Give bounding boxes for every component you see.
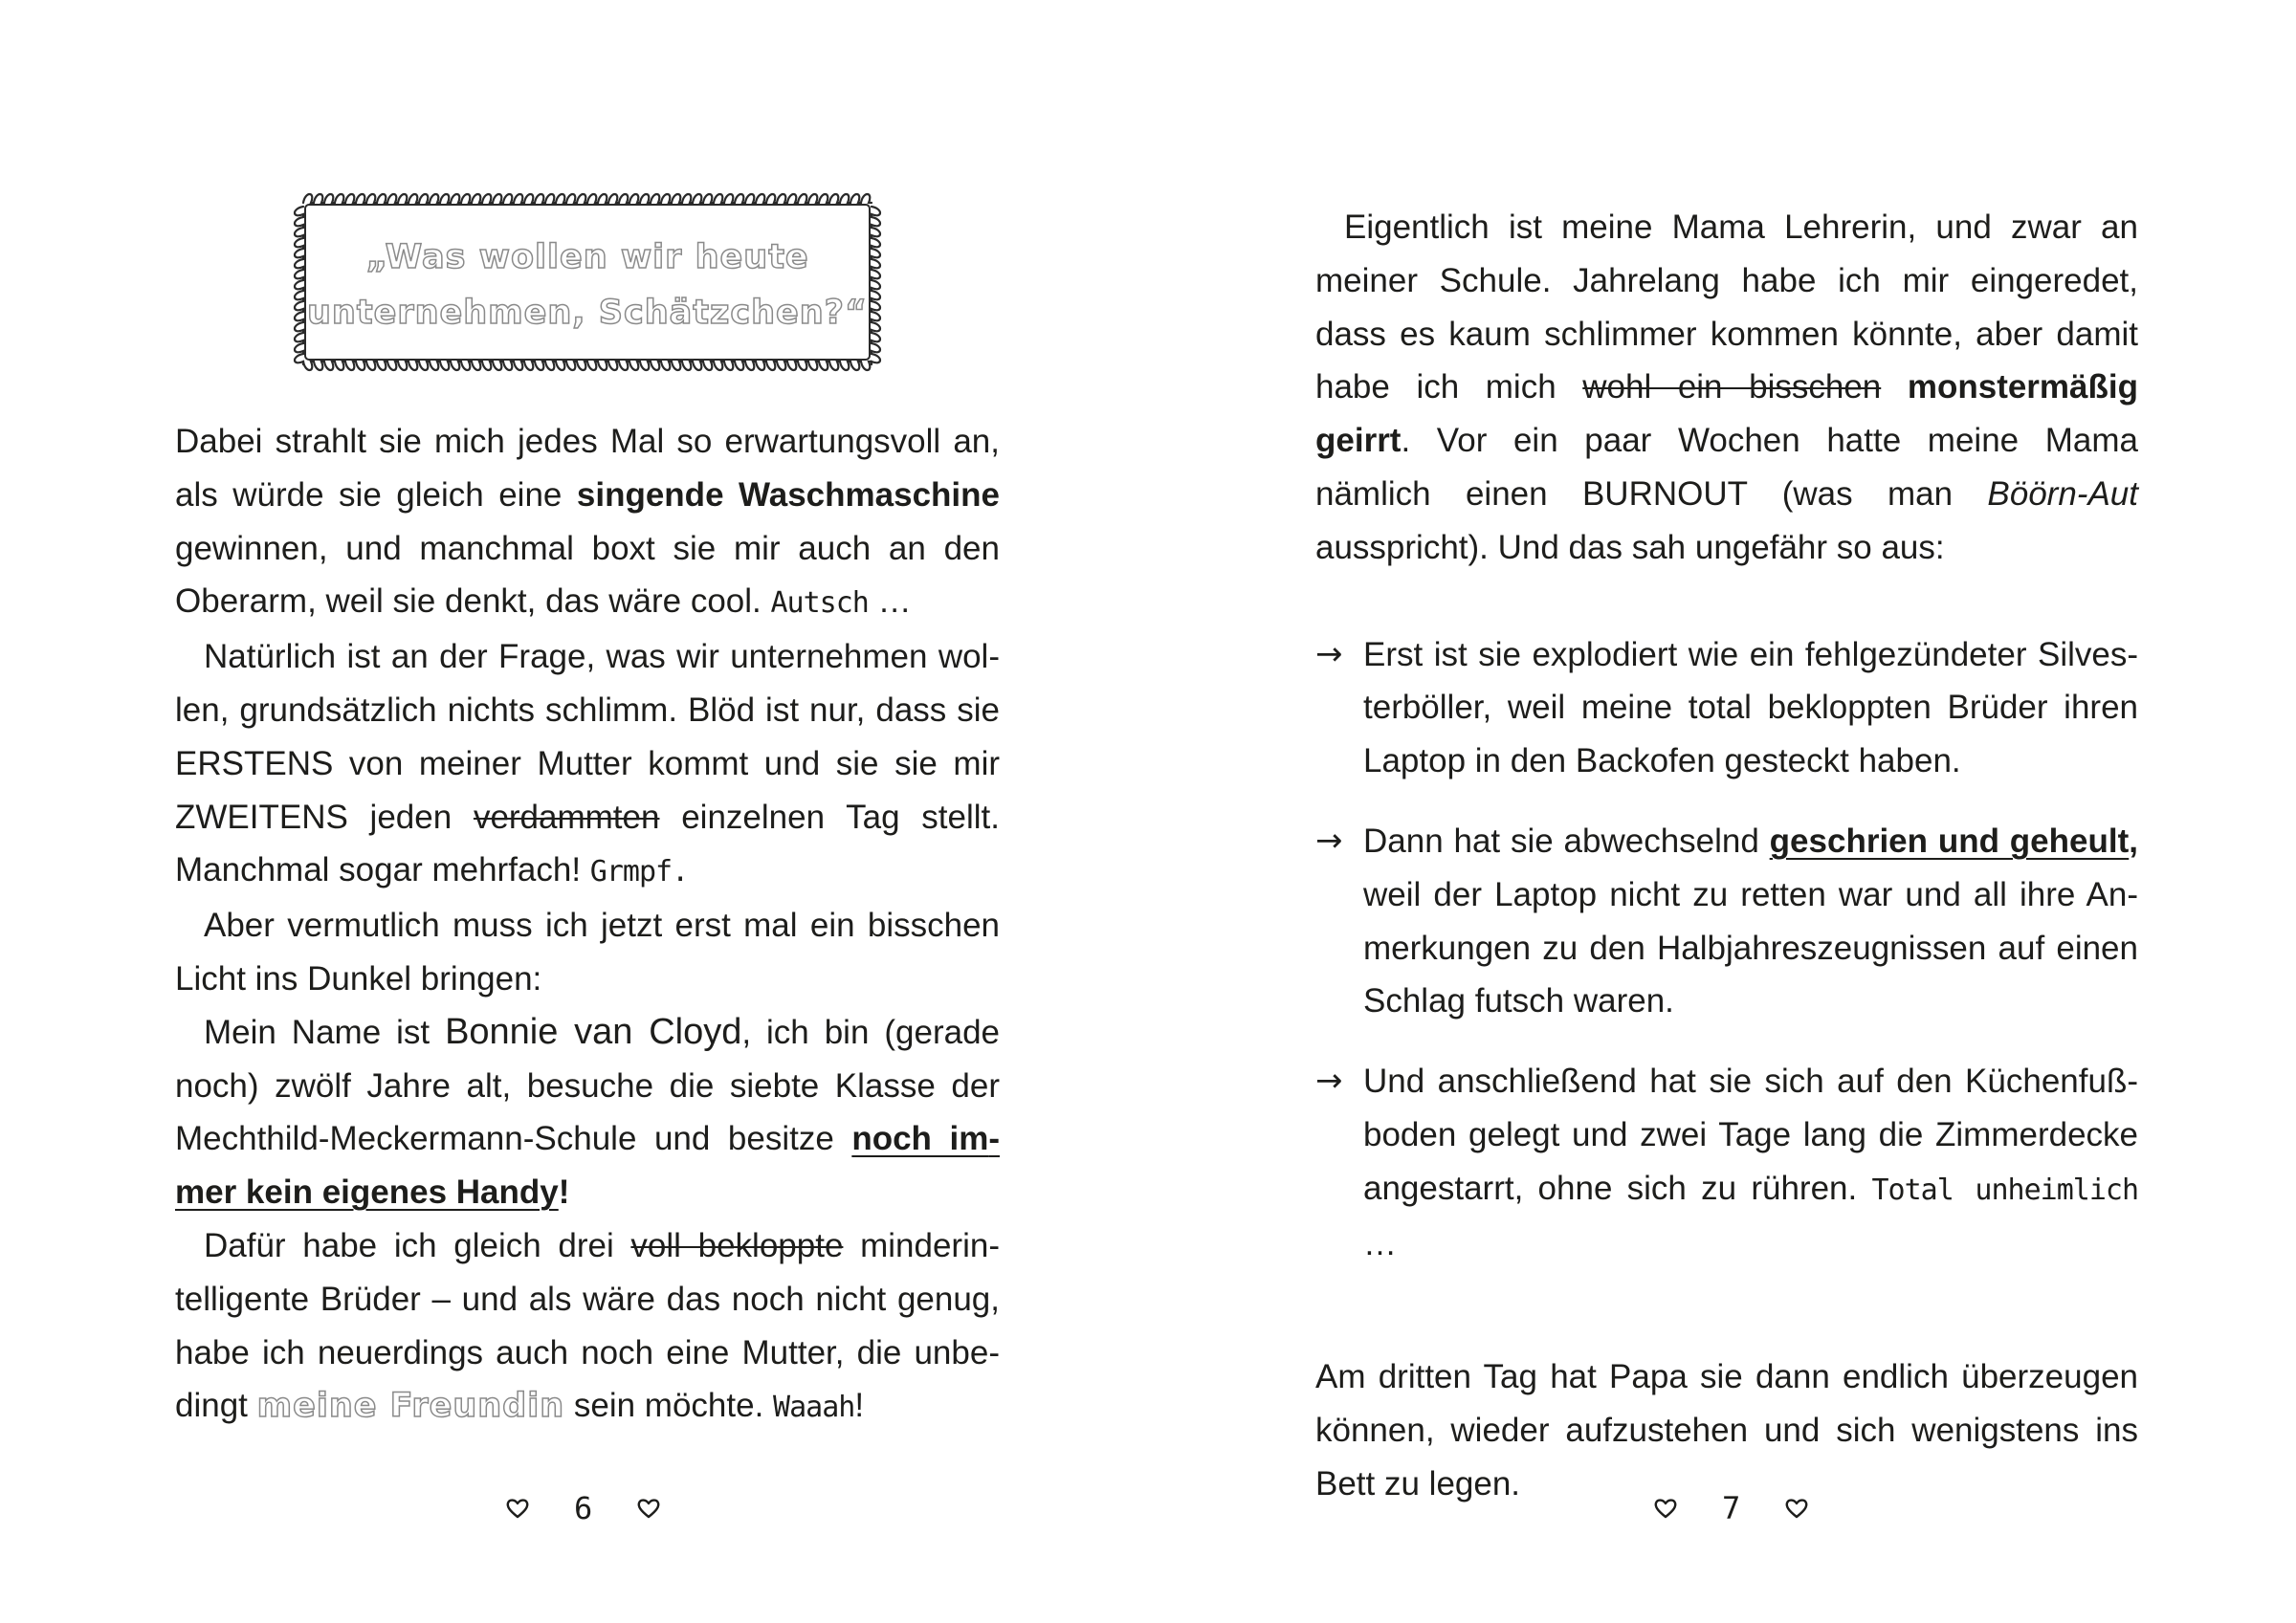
- heart-icon: [1784, 1497, 1809, 1520]
- arrow-icon: →: [1315, 1062, 1343, 1101]
- list-item: [1315, 815, 2138, 1028]
- arrow-icon: →: [1315, 821, 1343, 860]
- paragraph: [175, 1219, 1000, 1435]
- page-number: 6: [574, 1490, 593, 1526]
- text-run: ausspricht). Und das sah ungefähr so aus:: [1315, 528, 1945, 566]
- strikethrough-text: voll bekloppte: [630, 1226, 844, 1264]
- handwritten-text: Waaah: [773, 1391, 855, 1425]
- list-item: [1315, 1055, 2138, 1270]
- list-item-text: [1363, 1055, 2138, 1270]
- page-number: 7: [1722, 1490, 1741, 1526]
- paragraph: [1315, 201, 2138, 575]
- arrow-icon: →: [1315, 634, 1343, 673]
- handwritten-text: Autsch: [770, 586, 869, 621]
- text-run: …: [1363, 1224, 1397, 1262]
- underlined-bold-text: noch immer kein eigenes Handy: [175, 1120, 1000, 1212]
- text-run: Dann hat sie abwechselnd: [1363, 822, 1770, 860]
- paragraph: Aber vermutlich muss ich jetzt erst mal ein bisschen Licht ins Dunkel bringen:: [175, 907, 1000, 998]
- text-run: Dabei strahlt sie mich jedes Mal so erwartungsvoll an, als würde sie gleich eine: [175, 423, 1000, 514]
- paragraph: [175, 415, 1000, 630]
- paragraph: [175, 1006, 1000, 1219]
- text-run: minderintelligente Brüder – und als wäre das noch nicht genug, habe ich neuerdings auch noch eine Mutter, die unbedingt: [175, 1226, 1000, 1425]
- heading-frame: [292, 189, 883, 376]
- text-run: sein möchte.: [564, 1387, 774, 1425]
- list-item-text: [1363, 815, 2138, 1028]
- heart-icon: [636, 1497, 661, 1520]
- text-run: Mein Name ist: [204, 1013, 446, 1051]
- outline-text: meine Freundin: [256, 1387, 565, 1426]
- bold-text: singende Waschmaschine: [576, 475, 1000, 514]
- name-text: Bonnie van Cloyd: [445, 1011, 742, 1052]
- list-item: [1315, 628, 2138, 788]
- text-run: !: [854, 1387, 865, 1425]
- paragraph: Am dritten Tag hat Papa sie dann endlich überzeugen können, wieder aufzustehen und sich wenigstens ins Bett zu legen.: [1315, 1358, 2138, 1502]
- spacer: [1315, 1297, 2138, 1350]
- page-footer: [505, 1490, 661, 1526]
- left-body-text: [175, 415, 1000, 1435]
- spacer: [1315, 575, 2138, 628]
- heart-icon: [1653, 1497, 1678, 1520]
- text-run: Eigentlich ist meine Mama Lehrerin, und zwar an meiner Schule. Jahrelang habe ich mir eingeredet, dass es kaum schlimmer kommen könnte, aber damit habe ich mich: [1315, 208, 2138, 406]
- handwritten-text: Grmpf.: [589, 855, 689, 889]
- text-run: [1881, 368, 1908, 406]
- handwritten-text: Total unheimlich: [1871, 1173, 2139, 1207]
- paragraph: [175, 630, 1000, 899]
- text-run: Dafür habe ich gleich drei: [204, 1226, 631, 1264]
- bold-text: monstermäßig geirrt: [1315, 368, 2138, 460]
- underlined-bold-text: geschrien und geheult: [1769, 822, 2130, 860]
- strikethrough-text: verdammten: [473, 798, 660, 836]
- right-body-text: [1315, 201, 2138, 1511]
- text-run: . Vor ein paar Wochen hatte meine Mama nämlich einen BURNOUT (was man: [1315, 422, 2138, 513]
- frame-line-1: „Was wollen wir heute: [365, 238, 809, 276]
- text-run: Und anschließend hat sie sich auf den Küchenfußboden gelegt und zwei Tage lang die Zimmerdecke angestarrt, ohne sich zu rühren.: [1363, 1063, 2138, 1207]
- right-page: [1148, 0, 2296, 1623]
- text-run: …: [868, 582, 912, 621]
- text-run: Natürlich ist an der Frage, was wir unternehmen wollen, grundsätzlich nichts schlimm. Blöd ist nur, dass sie ERSTENS von meiner Mutter kommt und sie sie mir ZWEITENS jeden: [175, 638, 1000, 836]
- text-run: gewinnen, und manchmal boxt sie mir auch an den Oberarm, weil sie denkt, das wäre cool.: [175, 529, 1000, 621]
- list-item-text: [1363, 628, 2138, 788]
- page-footer: [1653, 1490, 1809, 1526]
- frame-line-2: unternehmen, Schätzchen?“: [307, 294, 868, 332]
- text-run: Erst ist sie explodiert wie ein fehlgezündeter Silvesterböller, weil meine total bekloppten Brüder ihren Laptop in den Backofen gesteckt haben.: [1363, 635, 2138, 780]
- text-run: einzelnen Tag stellt. Manchmal sogar mehrfach!: [175, 798, 1000, 889]
- strikethrough-text: wohl ein bisschen: [1582, 368, 1882, 406]
- heart-icon: [505, 1497, 530, 1520]
- bold-text: !: [558, 1173, 570, 1212]
- text-run: , ich bin (gerade noch) zwölf Jahre alt, besuche die siebte Klasse der Mechthild-Meckermann-Schule und besitze: [175, 1013, 1000, 1158]
- text-run: weil der Laptop nicht zu retten war und all ihre Anmerkungen zu den Halbjahreszeugnissen auf einen Schlag futsch waren.: [1363, 875, 2138, 1020]
- bold-text: ,: [2129, 822, 2138, 860]
- italic-text: Böörn-Aut: [1987, 474, 2138, 513]
